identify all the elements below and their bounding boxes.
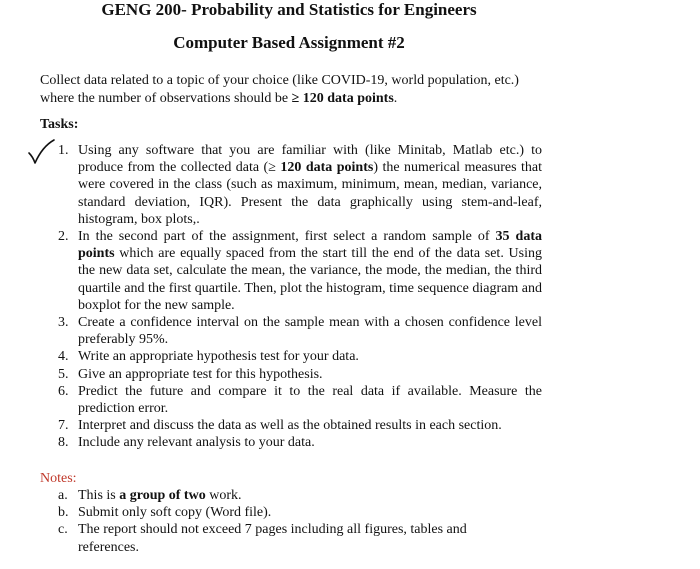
- task-number: 1.: [58, 143, 69, 158]
- task-number: 4.: [58, 349, 69, 365]
- intro-paragraph: [40, 72, 540, 108]
- task-number: 6.: [58, 383, 69, 399]
- intro-emphasis: ≥ 120 data points: [291, 91, 394, 106]
- intro-text-after: .: [393, 91, 398, 106]
- bold-text: a group of two: [119, 488, 206, 503]
- notes-list: [58, 487, 498, 556]
- note-letter: b.: [58, 505, 69, 521]
- task-item: [58, 228, 542, 314]
- assignment-subtitle: Computer Based Assignment #2: [173, 33, 405, 52]
- task-number: 5.: [58, 366, 69, 382]
- tasks-heading: Tasks:: [40, 117, 79, 132]
- page-title: GENG 200- Probability and Statistics for Engineers: [101, 0, 477, 19]
- task-number: 8.: [58, 435, 69, 451]
- text-run: The report should not exceed 7 pages including all figures, tables and references.: [78, 522, 467, 555]
- task-item: [58, 366, 542, 383]
- intro-text-before: Collect data related to a topic of your choice (like COVID-19, world population, etc.) where the number of observations should be: [40, 73, 519, 106]
- task-item: [58, 348, 542, 365]
- notes-heading: Notes:: [40, 471, 77, 486]
- checkmark-icon: [26, 138, 56, 166]
- text-run: Write an appropriate hypothesis test for your data.: [78, 349, 359, 365]
- task-item: [58, 314, 542, 348]
- text-run: Include any relevant analysis to your data.: [78, 435, 315, 451]
- text-run: Predict the future and compare it to the real data if available. Measure the prediction error.: [78, 383, 542, 417]
- task-item: [58, 417, 542, 434]
- note-item: [58, 487, 498, 504]
- bold-text: 35 data points: [78, 229, 542, 262]
- task-list: [58, 142, 542, 452]
- text-run: Give an appropriate test for this hypothesis.: [78, 366, 323, 382]
- text-run: ) the numerical measures that were covered in the class (such as maximum, minimum, mean, median, variance, standard deviation, IQR). Present the data graphically using stem-and-leaf, histogram, box plots,.: [78, 160, 542, 227]
- text-run: Using any software that you are familiar with (like Minitab, Matlab etc.) to produce from the collected data (≥: [78, 143, 542, 176]
- text-run: which are equally spaced from the start till the end of the data set. Using the new data set, calculate the mean, the variance, the mode, the median, the third quartile and the first quartile. Then, plot the histogram, time sequence diagram and boxplot for the new sample.: [78, 246, 542, 313]
- note-letter: a.: [58, 488, 68, 503]
- note-letter: c.: [58, 522, 68, 538]
- text-run: Create a confidence interval on the sample mean with a chosen confidence level preferably 95%.: [78, 315, 542, 348]
- task-number: 2.: [58, 229, 69, 245]
- task-item: [58, 383, 542, 417]
- text-run: Interpret and discuss the data as well as the obtained results in each section.: [78, 418, 502, 434]
- note-item: [58, 521, 498, 555]
- text-run: This is: [78, 488, 120, 503]
- text-run: Submit only soft copy (Word file).: [78, 505, 272, 521]
- task-item: [58, 434, 542, 451]
- text-run: In the second part of the assignment, first select a random sample of: [78, 229, 496, 245]
- task-item: [58, 142, 542, 228]
- task-number: 7.: [58, 418, 69, 434]
- task-number: 3.: [58, 315, 69, 331]
- text-run: work.: [205, 488, 242, 503]
- bold-text: 120 data points: [280, 160, 374, 176]
- note-item: [58, 504, 498, 521]
